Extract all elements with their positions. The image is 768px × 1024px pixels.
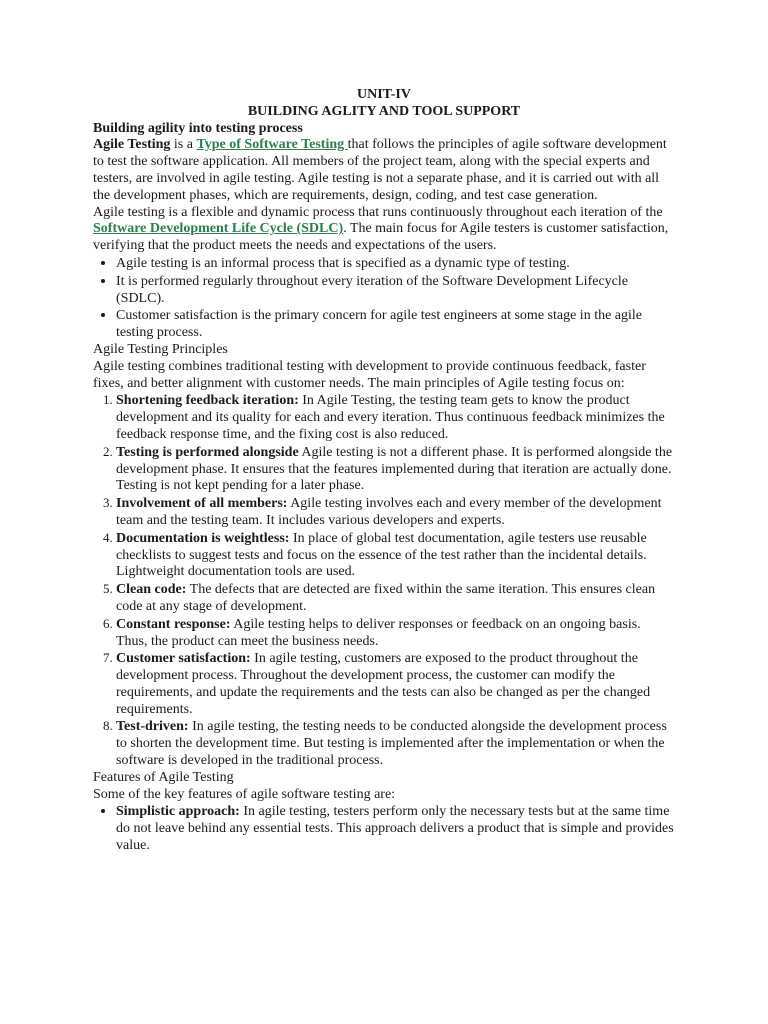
principle-term: Shortening feedback iteration: bbox=[116, 393, 299, 409]
list-item bbox=[116, 650, 675, 718]
text-fragment: that follows the principles of agile software development to test the software application. All members of the project team, along with the special experts and testers, are involved in agile testing. Agile testing is not a separate phase, and it is carried out with all the development phases, which are requirements, design, coding, and test case generation. bbox=[93, 137, 667, 203]
list-item: • It is performed regularly throughout every iteration of the Software Development Lifecycle (SDLC). bbox=[116, 273, 675, 308]
paragraph-agile-testing-intro bbox=[93, 137, 675, 204]
principle-text: The defects that are detected are fixed within the same iteration. This ensures clean code at any stage of development. bbox=[116, 582, 656, 614]
list-item bbox=[116, 392, 675, 443]
bullet-list-agile-overview bbox=[93, 255, 675, 342]
principle-term: Clean code: bbox=[116, 582, 187, 598]
document-title: BUILDING AGLITY AND TOOL SUPPORT bbox=[247, 103, 521, 119]
unit-label: UNIT-IV bbox=[357, 87, 411, 102]
principle-term: Test-driven: bbox=[116, 719, 189, 735]
principle-term: Testing is performed alongside bbox=[116, 444, 299, 460]
feature-term: Simplistic approach: bbox=[116, 804, 240, 820]
principle-text: Agile testing helps to deliver responses or feedback on an ongoing basis. Thus, the product can meet the business needs. bbox=[116, 616, 641, 649]
section-heading-principles: Agile Testing Principles bbox=[93, 341, 228, 357]
list-item bbox=[116, 803, 675, 854]
list-item: • Customer satisfaction is the primary concern for agile test engineers at some stage in the agile testing process. bbox=[116, 307, 675, 342]
principle-text: Agile testing involves each and every member of the development team and the testing team. It includes various developers and experts. bbox=[116, 496, 662, 528]
principle-term: Constant response: bbox=[116, 616, 231, 632]
principle-term: Involvement of all members: bbox=[116, 496, 288, 512]
list-item: • Agile testing is an informal process that is specified as a dynamic type of testing. bbox=[116, 255, 675, 273]
list-item bbox=[116, 616, 675, 651]
principle-text: In Agile Testing, the testing team gets to know the product development and its quality for each and every iteration. Thus continuous feedback minimizes the feedback response time, and the fixing cost is also reduced. bbox=[116, 393, 665, 442]
principle-text: In agile testing, the testing needs to be conducted alongside the development process to shorten the development time. But testing is implemented after the implementation or when the software is developed in the traditional process. bbox=[116, 719, 667, 769]
list-item bbox=[116, 530, 675, 581]
principle-term: Documentation is weightless: bbox=[116, 530, 290, 546]
bullet-list-features bbox=[93, 803, 675, 854]
term-agile-testing: Agile Testing bbox=[93, 137, 171, 153]
section-heading-features: Features of Agile Testing bbox=[93, 769, 234, 785]
list-item bbox=[116, 444, 675, 495]
principle-text: Agile testing is not a different phase. It is performed alongside the development phase. It ensures that the features implemented during that iteration are actually done. Testing is not kept pending for a later phase. bbox=[116, 444, 673, 494]
numbered-list-principles bbox=[93, 392, 675, 770]
paragraph-principles-intro: Agile testing combines traditional testing with development to provide continuous feedback, faster fixes, and better alignment with customer needs. The main principles of Agile testing focus on: bbox=[93, 358, 646, 391]
list-item bbox=[116, 718, 675, 769]
link-sdlc[interactable]: Software Development Life Cycle (SDLC) bbox=[93, 221, 344, 237]
text-fragment: . The main focus for Agile testers is customer satisfaction, verifying that the product meets the needs and expectations of the users. bbox=[93, 221, 669, 254]
text-fragment: Agile testing is a flexible and dynamic process that runs continuously throughout each iteration of the bbox=[93, 204, 663, 220]
link-type-of-software-testing[interactable]: Type of Software Testing bbox=[196, 137, 348, 153]
list-item bbox=[116, 581, 675, 616]
principle-text: In agile testing, customers are exposed to the product throughout the development process. Throughout the development process, the customer can modify the requirements, and update the requirements and the tests can also be changed as per the changed requirements. bbox=[116, 651, 651, 717]
paragraph-features-intro: Some of the key features of agile software testing are: bbox=[93, 786, 396, 802]
principle-text: In place of global test documentation, agile testers use reusable checklists to suggest tests and focus on the essence of the test rather than the incidental details. Lightweight documentation tools are used. bbox=[116, 530, 647, 580]
principle-term: Customer satisfaction: bbox=[116, 651, 251, 667]
text-fragment: is a bbox=[170, 137, 197, 153]
paragraph-agile-testing-flexible bbox=[93, 205, 675, 255]
list-item bbox=[116, 495, 675, 530]
feature-text: In agile testing, testers perform only the necessary tests but at the same time do not leave behind any essential tests. This approach delivers a product that is simple and provides value. bbox=[116, 804, 674, 854]
section-heading-building-agility: Building agility into testing process bbox=[93, 120, 303, 136]
